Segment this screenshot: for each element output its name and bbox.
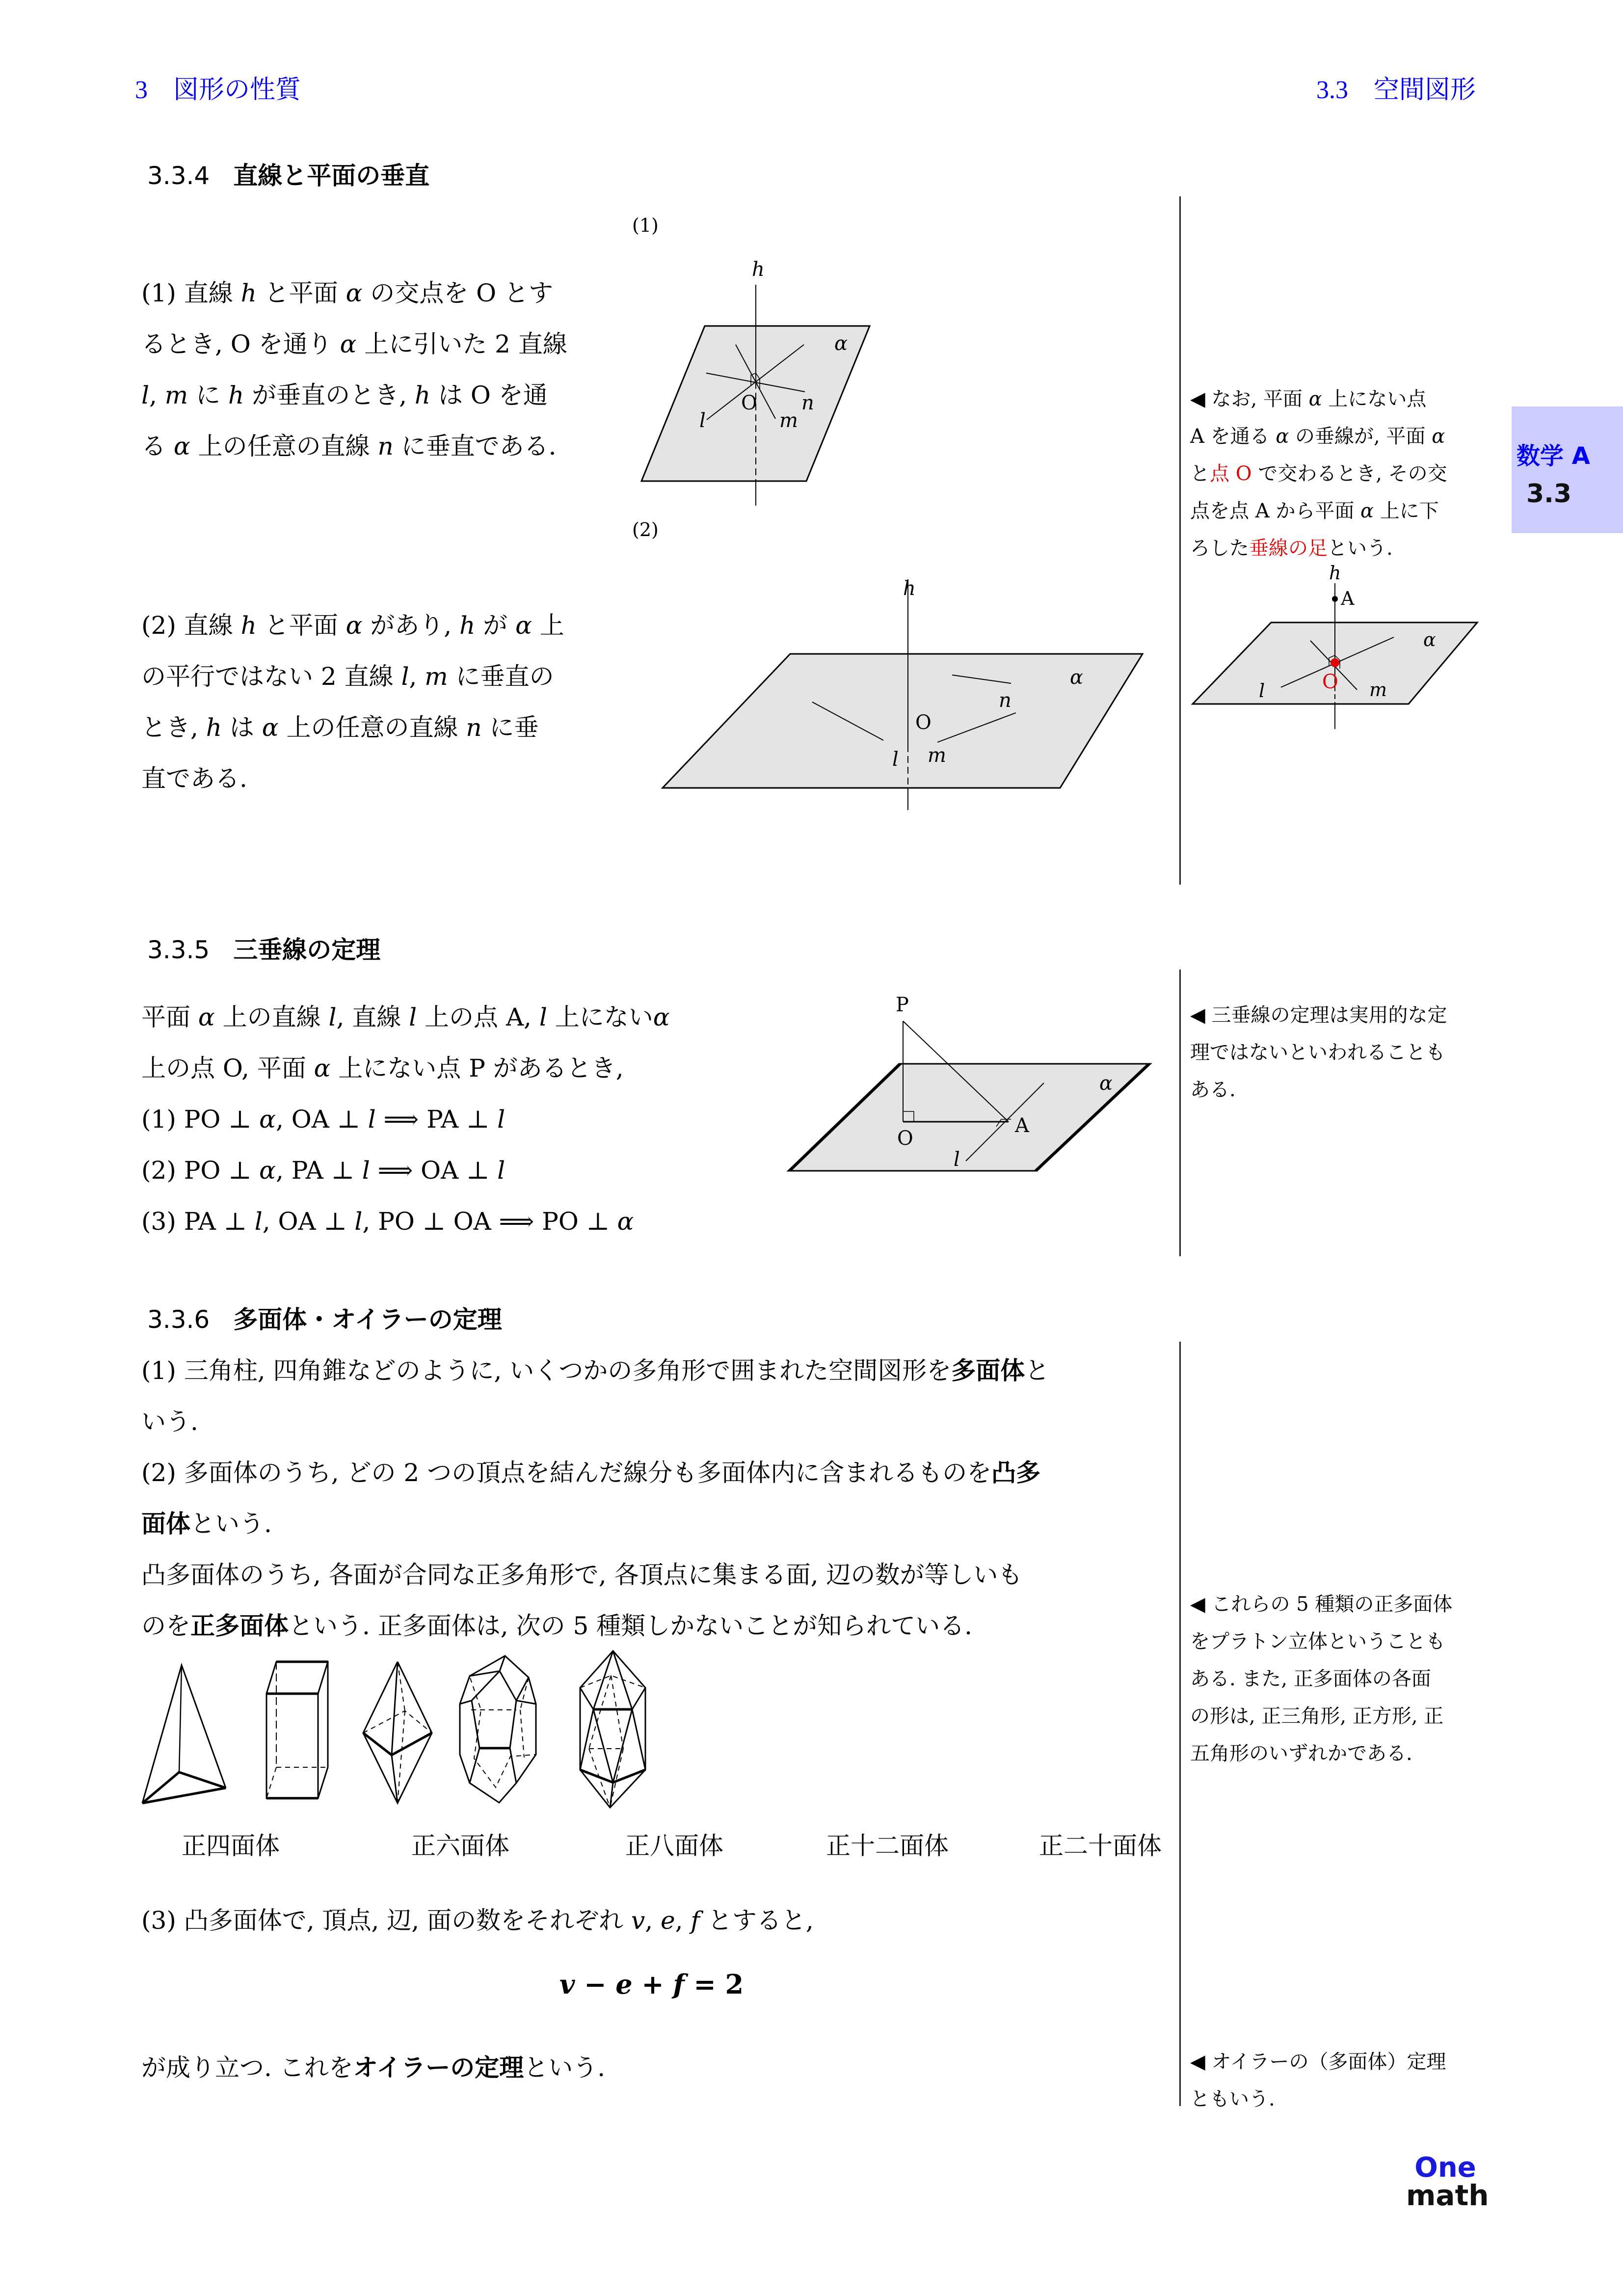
label-l: l (699, 409, 706, 432)
side-tab-subject: 数学 A (1517, 442, 1590, 470)
label-A: A (1015, 1114, 1029, 1137)
label-alpha: α (1070, 666, 1084, 689)
tetrahedron-figure (142, 1665, 226, 1803)
solid-label-tetrahedron: 正四面体 (182, 1832, 280, 1860)
theorem-item-2: (2) PO ⊥ α, PA ⊥ l ⟹ OA ⊥ l (141, 1156, 506, 1185)
point-A (1332, 596, 1338, 602)
solid-label-cube: 正六面体 (411, 1832, 509, 1860)
label-h: h (1329, 562, 1341, 584)
solid-label-dodecahedron: 正十二面体 (826, 1832, 949, 1860)
margin-note-platonic-solids: ◀ これらの 5 種類の正多面体 をプラトン立体ということも ある. また, 正多面体の各面 の形は, 正三角形, 正方形, 正 五角形のいずれかである. (1190, 1593, 1453, 1765)
label-m: m (779, 409, 798, 432)
label-m: m (928, 744, 946, 767)
label-alpha: α (1099, 1072, 1113, 1095)
label-O: O (741, 392, 757, 414)
label-h: h (903, 577, 916, 600)
label-P: P (896, 994, 909, 1016)
label-O: O (1322, 671, 1338, 693)
margin-note-three-perpendiculars: ◀ 三垂線の定理は実用的な定 理ではないといわれることも ある. (1190, 1004, 1447, 1101)
paragraph-perpendicular-1: (1) 直線 h と平面 α の交点を O とす るとき, O を通り α 上に引いた 2 直線 l, m に h が垂直のとき, h は O を通 る α 上の任意の直線 n に垂直である. (141, 279, 567, 460)
figure-caption: (2) (632, 519, 659, 540)
figure-three-perpendiculars (785, 972, 1158, 1188)
section-title-3-3-4 (147, 156, 429, 191)
onemath-logo (1406, 2152, 1489, 2212)
three-perpendiculars-statement: 平面 α 上の直線 l, 直線 l 上の点 A, l 上にないα 上の点 O, 平面 α 上にない点 P があるとき, (1) PO ⊥ α, OA ⊥ l ⟹ PA ⊥ l (2) PO ⊥ α, PA ⊥ l ⟹ OA ⊥ l (3) PA ⊥ l, OA ⊥ l, PO ⊥ OA ⟹ PO ⊥ α (141, 992, 789, 1247)
label-l: l (1259, 680, 1265, 702)
side-tab-section: 3.3 (1526, 479, 1572, 509)
cube-figure (266, 1662, 328, 1798)
label-n: n (801, 392, 814, 414)
section-title-3-3-6 (147, 1300, 502, 1335)
euler-formula: v − e + f = 2 (559, 1969, 744, 2000)
label-l: l (892, 748, 899, 771)
label-n: n (999, 689, 1011, 712)
label-h: h (752, 258, 765, 281)
label-alpha: α (834, 332, 848, 355)
euler-conclusion: が成り立つ. これをオイラーの定理という. (141, 2053, 606, 2082)
section-title-text: 三垂線の定理 (233, 936, 381, 964)
label-m: m (1369, 679, 1387, 701)
margin-note-foot-of-perpendicular: ◀ なお, 平面 α 上にない点 A を通る α の垂線が, 平面 α と点 O で交わるとき, その交 点を点 A から平面 α 上に下 ろした垂線の足という. (1190, 388, 1447, 560)
regular-polyhedra-figures (137, 1645, 1183, 1821)
figure-perpendicular-2 (623, 511, 1163, 815)
label-l: l (954, 1148, 960, 1171)
side-tab (1512, 406, 1623, 533)
section-title-text: 多面体・オイラーの定理 (233, 1305, 502, 1334)
label-O: O (897, 1127, 913, 1150)
logo-top: One (1414, 2152, 1476, 2184)
figure-foot-of-perpendicular (1183, 560, 1487, 731)
margin-divider-1 (1179, 196, 1181, 885)
label-O: O (915, 711, 931, 734)
label-alpha: α (1423, 629, 1436, 650)
euler-intro: (3) 凸多面体で, 頂点, 辺, 面の数をそれぞれ v, e, f とすると, (141, 1906, 814, 1935)
label-A: A (1341, 588, 1355, 609)
section-header: 3.3 空間図形 (1316, 76, 1476, 104)
point-O (1330, 658, 1339, 667)
plane-alpha (789, 1064, 1149, 1171)
section-title-3-3-5 (147, 930, 380, 966)
figure-perpendicular-1 (623, 206, 1163, 511)
icosahedron-figure (580, 1651, 645, 1808)
margin-divider-2 (1179, 970, 1181, 1256)
margin-note-euler: ◀ オイラーの（多面体）定理 ともいう. (1190, 2051, 1446, 2110)
chapter-header: 3 図形の性質 (135, 76, 301, 104)
section-number: 3.3.4 (147, 162, 210, 190)
solid-label-icosahedron: 正二十面体 (1039, 1832, 1162, 1860)
figure-caption: (1) (632, 215, 659, 236)
section-title-text: 直線と平面の垂直 (233, 162, 430, 190)
logo-bottom: math (1406, 2179, 1489, 2212)
theorem-item-1: (1) PO ⊥ α, OA ⊥ l ⟹ PA ⊥ l (141, 1105, 506, 1134)
section-number: 3.3.6 (147, 1305, 210, 1334)
octahedron-figure (363, 1662, 432, 1803)
polyhedron-paragraphs: (1) 三角柱, 四角錐などのように, いくつかの多角形で囲まれた空間図形を多面体と いう. (2) 多面体のうち, どの 2 つの頂点を結んだ線分も多面体内に含まれるものを凸多 面体という. 凸多面体のうち, 各面が合同な正多角形で, 各頂点に集まる面, 辺の数が等しいも のを正多面体という. 正多面体は, 次の 5 種類しかないことが知られている. (141, 1356, 1050, 1640)
theorem-item-3: (3) PA ⊥ l, OA ⊥ l, PO ⊥ OA ⟹ PO ⊥ α (141, 1207, 634, 1236)
solid-label-octahedron: 正八面体 (625, 1832, 723, 1860)
section-number: 3.3.5 (147, 936, 210, 964)
paragraph-perpendicular-2: (2) 直線 h と平面 α があり, h が α 上 の平行ではない 2 直線 l, m に垂直の とき, h は α 上の任意の直線 n に垂 直である. (141, 611, 564, 793)
dodecahedron-figure-shape (460, 1656, 536, 1803)
